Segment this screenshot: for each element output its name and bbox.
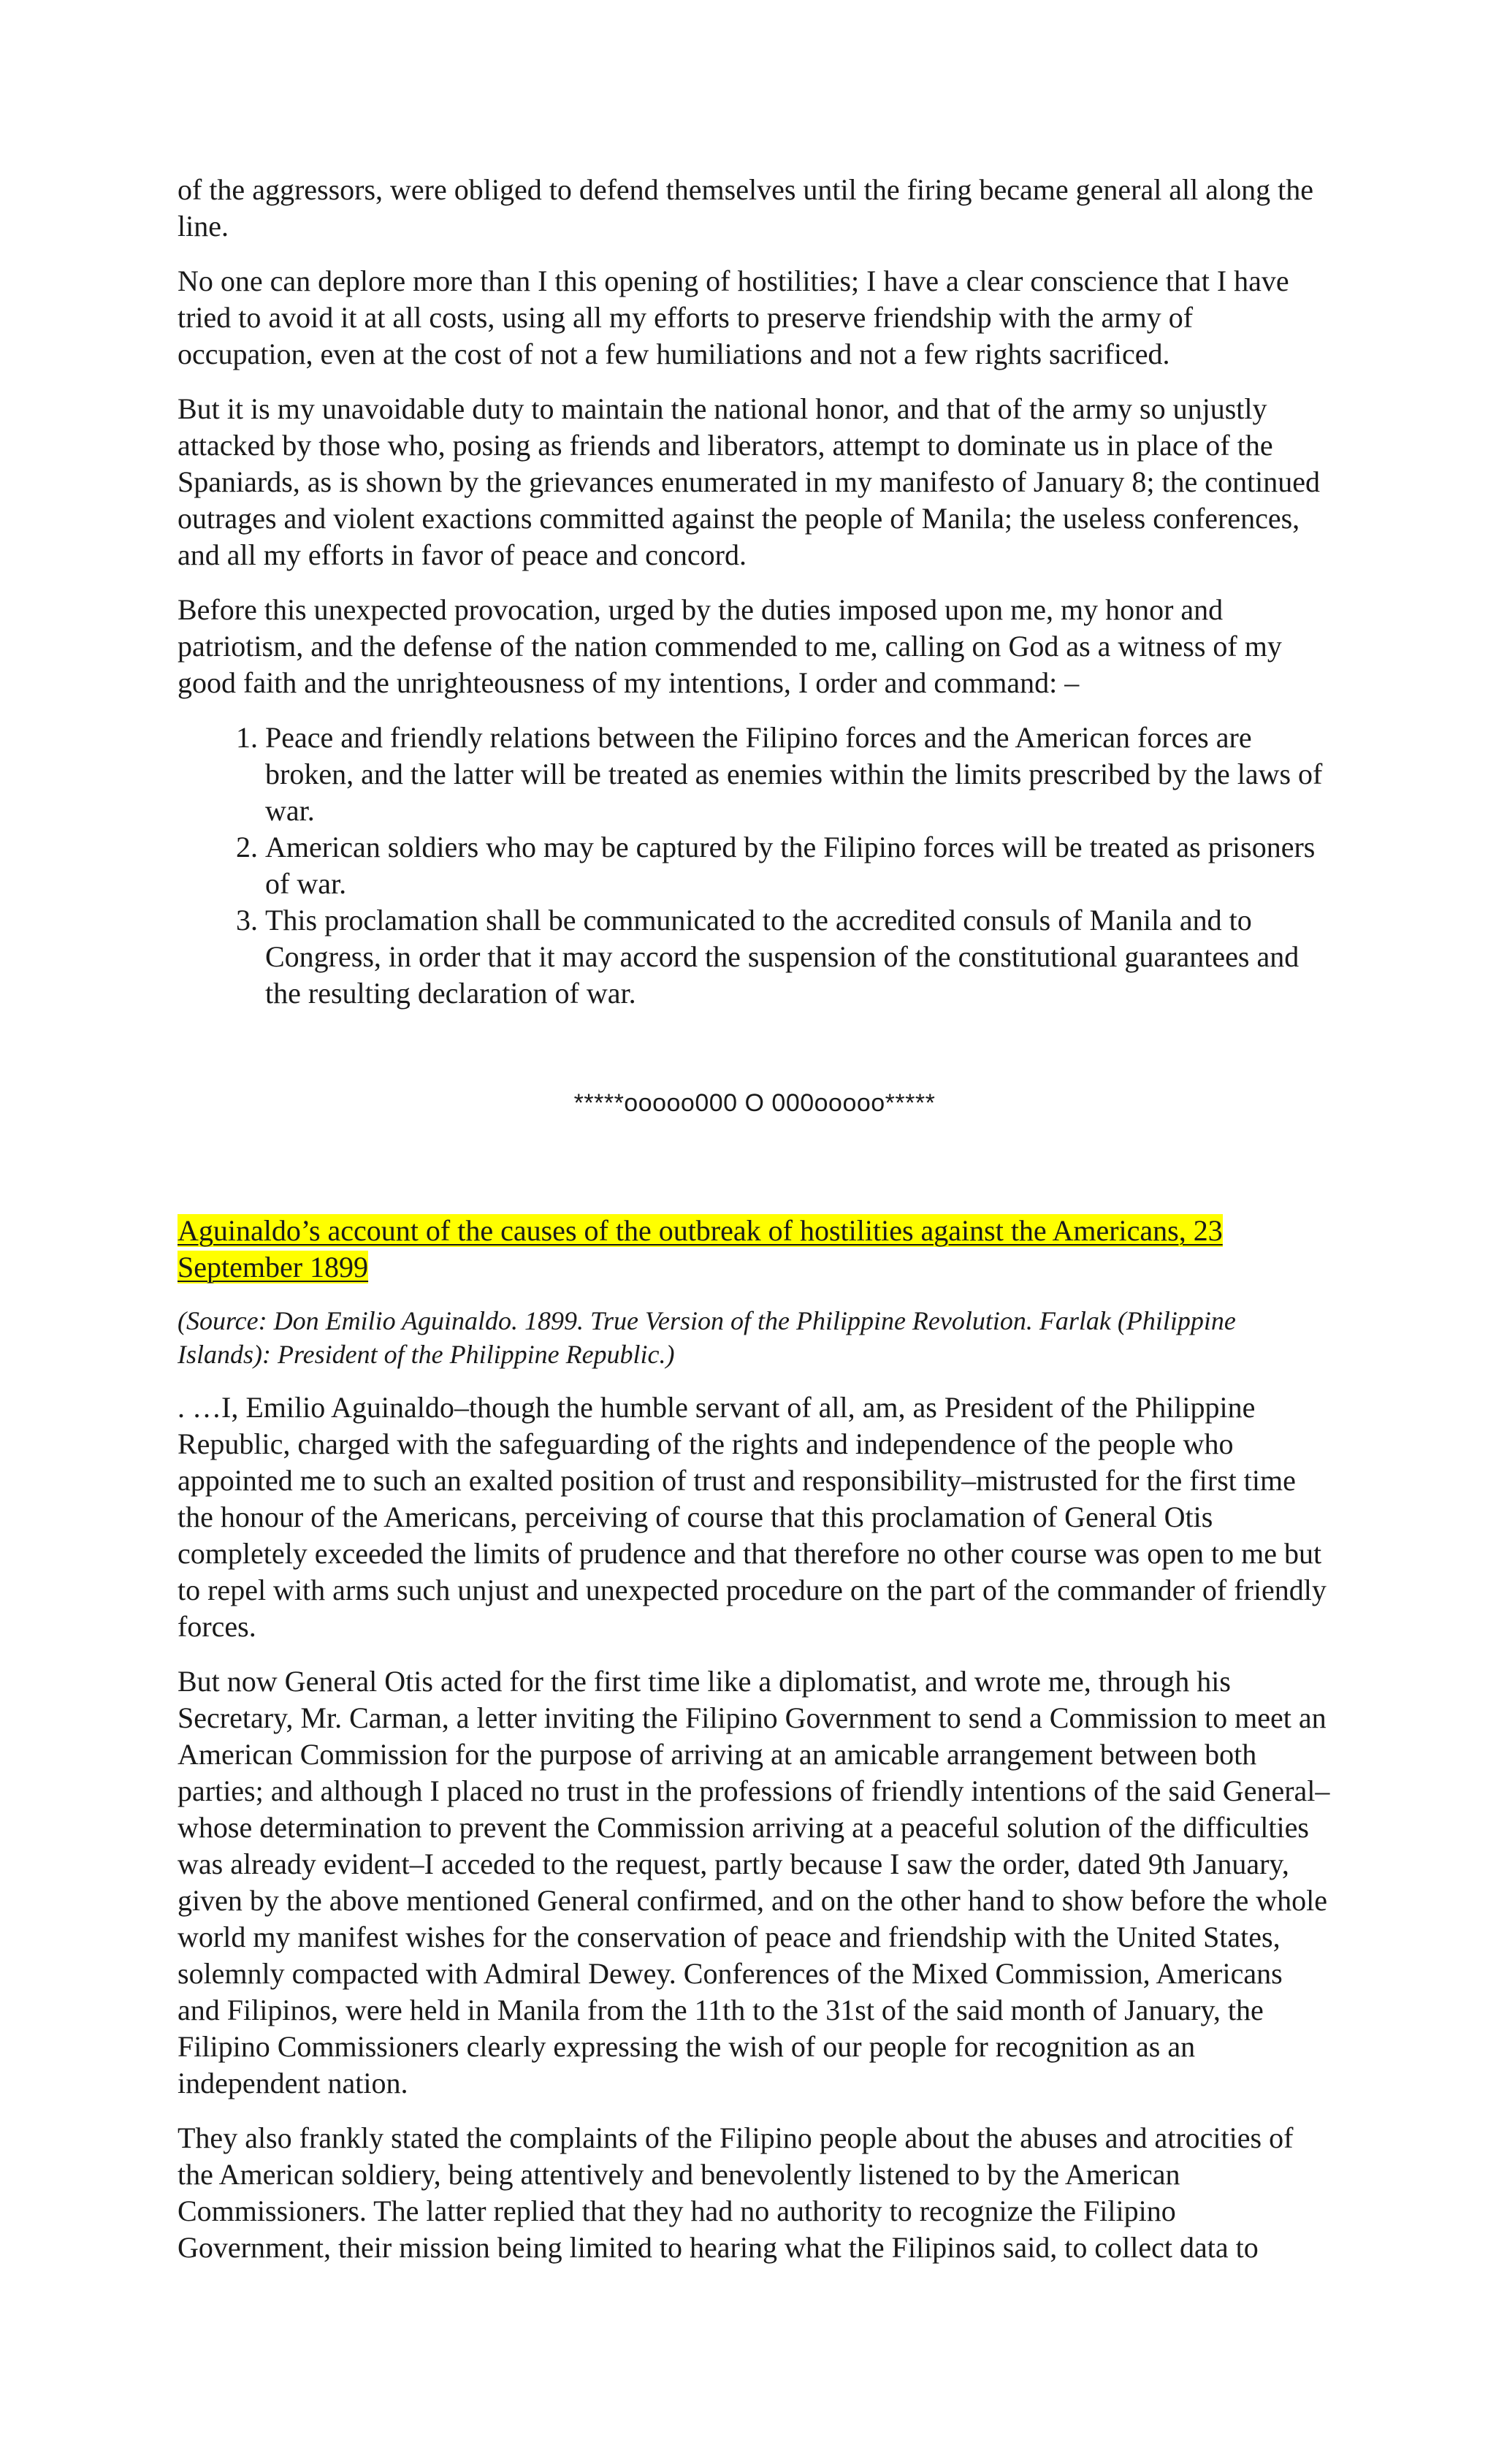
source-note: (Source: Don Emilio Aguinaldo. 1899. True Version of the Philippine Revolution. Farlak (Philippine Islands): President of the Philippine Republic.) [178, 1306, 1236, 1369]
orders-list [178, 720, 1332, 1012]
section-heading-text: Aguinaldo’s account of the causes of the outbreak of hostilities against the Americans, 23 September 1899 [178, 1214, 1223, 1284]
paragraph-account-1: . …I, Emilio Aguinaldo–though the humble servant of all, am, as President of the Philippine Republic, charged with the safeguarding of the rights and independence of the people who appointed me to such an exalted position of trust and responsibility–mistrusted for the first time the honour of the Americans, perceiving of course that this proclamation of General Otis completely exceeded the limits of prudence and that therefore no other course was open to me but to repel with arms such unjust and unexpected procedure on the part of the commander of friendly forces. [178, 1391, 1327, 1643]
paragraph-order-command: Before this unexpected provocation, urged by the duties imposed upon me, my honor and patriotism, and the defense of the nation commended to me, calling on God as a witness of my good faith and the unrighteousness of my intentions, I order and command: – [178, 593, 1282, 699]
paragraph-account-3: They also frankly stated the complaints of the Filipino people about the abuses and atrocities of the American soldiery, being attentively and benevolently listened to by the American Commissioners. The latter replied that they had no authority to recognize the Filipino Government, their mission being limited to hearing what the Filipinos said, to collect data to [178, 2121, 1294, 2264]
document-body [178, 172, 1332, 2284]
order-item-3: 3. This proclamation shall be communicated to the accredited consuls of Manila and to Congress, in order that it may accord the suspension of the constitutional guarantees and the resulting declaration of war. [265, 902, 1332, 1012]
paragraph-deplore: No one can deplore more than I this opening of hostilities; I have a clear conscience that I have tried to avoid it at all costs, using all my efforts to preserve friendship with the army of occupation, even at the cost of not a few humiliations and not a few rights sacrificed. [178, 264, 1289, 370]
order-item-1: 1. Peace and friendly relations between the Filipino forces and the American forces are broken, and the latter will be treated as enemies within the limits prescribed by the laws of war. [265, 720, 1332, 829]
paragraph-continuation: of the aggressors, were obliged to defend themselves until the firing became general all along the line. [178, 173, 1314, 243]
section-heading [178, 1213, 1332, 1286]
section-separator: *****ooooo000 O 000ooooo***** [573, 1089, 936, 1117]
paragraph-national-honor: But it is my unavoidable duty to maintain the national honor, and that of the army so unjustly attacked by those who, posing as friends and liberators, attempt to dominate us in place of the Spaniards, as is shown by the grievances enumerated in my manifesto of January 8; the continued outrages and violent exactions committed against the people of Manila; the useless conferences, and all my efforts in favor of peace and concord. [178, 392, 1321, 571]
order-item-2: 2. American soldiers who may be captured by the Filipino forces will be treated as prisoners of war. [265, 829, 1332, 902]
paragraph-account-2: But now General Otis acted for the first time like a diplomatist, and wrote me, through his Secretary, Mr. Carman, a letter inviting the Filipino Government to send a Commission to meet an American Commission for the purpose of arriving at an amicable arrangement between both parties; and although I placed no trust in the professions of friendly intentions of the said General–whose determination to prevent the Commission arriving at a peaceful solution of the difficulties was already evident–I acceded to the request, partly because I saw the order, dated 9th January, given by the above mentioned General confirmed, and on the other hand to show before the whole world my manifest wishes for the conservation of peace and friendship with the United States, solemnly compacted with Admiral Dewey. Conferences of the Mixed Commission, Americans and Filipinos, were held in Manila from the 11th to the 31st of the said month of January, the Filipino Commissioners clearly expressing the wish of our people for recognition as an independent nation. [178, 1665, 1330, 2099]
